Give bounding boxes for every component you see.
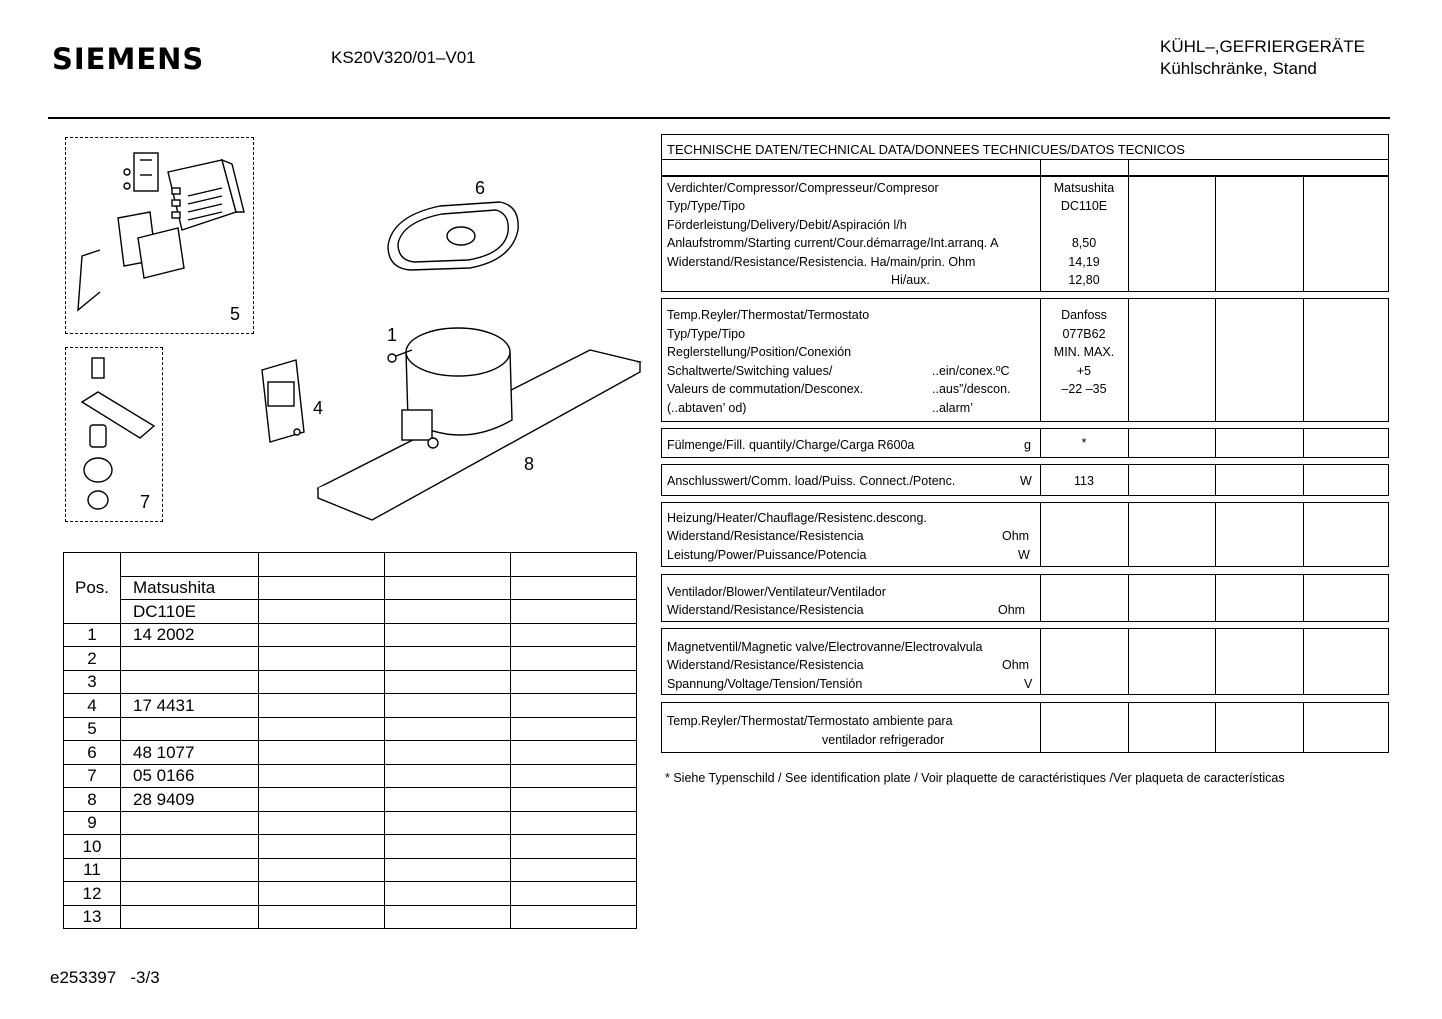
table-row [64, 858, 637, 882]
pos-cell: 12 [64, 882, 121, 906]
category-title: KÜHL–,GEFRIERGERÄTE [1160, 37, 1365, 56]
model-number: KS20V320/01–V01 [331, 48, 476, 67]
alarm-label: ..alarm’ [932, 401, 973, 415]
part-number-cell: 14 2002 [121, 623, 259, 647]
part-number-cell [121, 717, 259, 741]
parts-table [63, 552, 637, 929]
callout-1: 1 [387, 325, 398, 345]
parts-drawing [0, 120, 660, 540]
valve-voltage-label: Spannung/Voltage/Tension/Tensión [667, 677, 863, 691]
valve-resistance-label: Widerstand/Resistance/Resistencia [667, 658, 864, 672]
fill-quantity-unit: g [1024, 438, 1031, 452]
tech-spacer-row [661, 160, 1389, 176]
table-row [64, 647, 637, 671]
table-row [64, 741, 637, 765]
category-subtitle: Kühlschränke, Stand [1160, 59, 1317, 78]
callout-4: 4 [313, 398, 324, 418]
switch-off-label: ..aus”/descon. [932, 382, 1011, 396]
blower-section [661, 574, 1389, 622]
connected-load-section [661, 464, 1389, 496]
compressor-value: Matsushita [1053, 181, 1115, 195]
grommet-icon [84, 458, 112, 482]
pos-header: Pos. [64, 553, 121, 624]
heater-label: Heizung/Heater/Chauflage/Resistenc.descong. [667, 511, 927, 525]
table-row [64, 623, 637, 647]
commutation-label: Valeurs de commutation/Desconex. [667, 382, 864, 396]
ambient-thermostat-label-2: ventilador refrigerador [822, 733, 945, 747]
blower-resistance-label: Widerstand/Resistance/Resistencia [667, 603, 864, 617]
resistance-main-value: 14,19 [1068, 255, 1100, 269]
tech-data-title-box [661, 134, 1389, 160]
compressor-section [661, 176, 1389, 292]
defrost-label: (..abtaven’ od) [667, 401, 747, 415]
brand-logo: SIEMENS [52, 42, 205, 76]
valve-voltage-unit: V [1024, 677, 1033, 691]
screw-icon [92, 358, 104, 378]
resistance-main-label: Widerstand/Resistance/Resistencia. Ha/main/prin. Ohm [667, 255, 976, 269]
delivery-label: Förderleistung/Delivery/Debit/Aspiración l/h [667, 218, 907, 232]
relay-clip-icon [134, 153, 158, 191]
resistance-aux-value: 12,80 [1068, 273, 1100, 287]
part-number-cell [121, 670, 259, 694]
callout-8: 8 [524, 454, 535, 474]
part-number-cell [121, 905, 259, 929]
callout-6: 6 [475, 178, 486, 198]
ambient-thermostat-section [661, 702, 1389, 753]
ambient-thermostat-label: Temp.Reyler/Thermostat/Termostato ambiente para [667, 714, 953, 728]
table-row [64, 905, 637, 929]
thermostat-label: Temp.Reyler/Thermostat/Termostato [667, 308, 870, 322]
table-row [64, 788, 637, 812]
identification-plate-note: * Siehe Typenschild / See identification plate / Voir plaquette de caractéristiques /Ver plaqueta de características [665, 771, 1285, 785]
position-label: Reglerstellung/Position/Conexión [667, 345, 852, 359]
table-row [64, 576, 637, 600]
pos-cell: 1 [64, 623, 121, 647]
document-id: e253397 [50, 968, 117, 987]
connected-load-unit: W [1020, 474, 1032, 488]
pos-cell: 9 [64, 811, 121, 835]
pos-cell: 10 [64, 835, 121, 859]
pos-cell: 7 [64, 764, 121, 788]
pos-cell: 3 [64, 670, 121, 694]
position-value: MIN. MAX. [1053, 345, 1115, 359]
part-number-cell: 17 4431 [121, 694, 259, 718]
part-number-cell [121, 882, 259, 906]
document-footer [50, 968, 160, 988]
starting-current-value: 8,50 [1071, 236, 1097, 250]
type-label: Typ/Type/Tipo [667, 199, 746, 213]
sleeve-icon [90, 425, 106, 447]
switch-off-value: –22 –35 [1061, 382, 1107, 396]
page-number: -3/3 [130, 968, 160, 987]
resistance-aux-label: Hi/aux. [891, 273, 930, 287]
connected-load-value: 113 [1074, 474, 1094, 488]
wire-clip-icon [78, 250, 100, 310]
magnetic-valve-label: Magnetventil/Magnetic valve/Electrovanne/Electrovalvula [667, 640, 983, 654]
heater-section [661, 502, 1389, 567]
table-row [64, 882, 637, 906]
thermostat-value: Danfoss [1061, 308, 1107, 322]
pos-cell: 6 [64, 741, 121, 765]
part-number-cell [121, 647, 259, 671]
table-row [64, 600, 637, 624]
table-row [64, 694, 637, 718]
magnetic-valve-section [661, 628, 1389, 695]
pos-cell: 11 [64, 858, 121, 882]
nut-icon [88, 491, 108, 509]
switch-on-label: ..ein/conex.ºC [932, 364, 1010, 378]
type-value: DC110E [1060, 199, 1108, 213]
table-row [64, 670, 637, 694]
heater-resistance-unit: Ohm [1002, 529, 1030, 543]
fill-quantity-section [661, 428, 1389, 458]
blower-label: Ventilador/Blower/Ventilateur/Ventilador [667, 585, 886, 599]
thermostat-section [661, 298, 1389, 422]
switch-on-value: +5 [1076, 364, 1092, 378]
table-row [64, 811, 637, 835]
table-row [64, 553, 637, 577]
heater-power-unit: W [1018, 548, 1030, 562]
thermostat-type-label: Typ/Type/Tipo [667, 327, 746, 341]
pos-cell: 13 [64, 905, 121, 929]
header-divider [48, 117, 1390, 119]
table-row [64, 717, 637, 741]
fill-quantity-label: Fülmenge/Fill. quantily/Charge/Carga R600a [667, 438, 915, 452]
part-number-cell: 28 9409 [121, 788, 259, 812]
table-row [64, 764, 637, 788]
pos-cell: 4 [64, 694, 121, 718]
part-number-cell [121, 858, 259, 882]
blower-resistance-unit: Ohm [998, 603, 1026, 617]
column-header: Matsushita [121, 576, 259, 600]
compressor-label: Verdichter/Compressor/Compresseur/Compresor [667, 181, 939, 195]
pos-cell: 2 [64, 647, 121, 671]
part-number-cell [121, 835, 259, 859]
part-number-cell [121, 811, 259, 835]
switching-values-label: Schaltwerte/Switching values/ [667, 364, 833, 378]
tech-data-title: TECHNISCHE DATEN/TECHNICAL DATA/DONNEES TECHNICUES/DATOS TECNICOS [667, 142, 1185, 157]
connected-load-label: Anschlusswert/Comm. load/Puiss. Connect./Potenc. [667, 474, 956, 488]
callout-5: 5 [230, 304, 241, 324]
pos-cell: 5 [64, 717, 121, 741]
thermostat-type-value: 077B62 [1062, 327, 1106, 341]
part-number-cell: 48 1077 [121, 741, 259, 765]
fill-quantity-value: * [1081, 436, 1087, 450]
column-subheader: DC110E [121, 600, 259, 624]
callout-7: 7 [140, 492, 151, 512]
starting-current-label: Anlaufstromm/Starting current/Cour.démarrage/Int.arranq. A [667, 236, 999, 250]
table-row [64, 835, 637, 859]
part-number-cell: 05 0166 [121, 764, 259, 788]
valve-resistance-unit: Ohm [1002, 658, 1030, 672]
heater-resistance-label: Widerstand/Resistance/Resistencia [667, 529, 864, 543]
heater-power-label: Leistung/Power/Puissance/Potencia [667, 548, 867, 562]
pos-cell: 8 [64, 788, 121, 812]
